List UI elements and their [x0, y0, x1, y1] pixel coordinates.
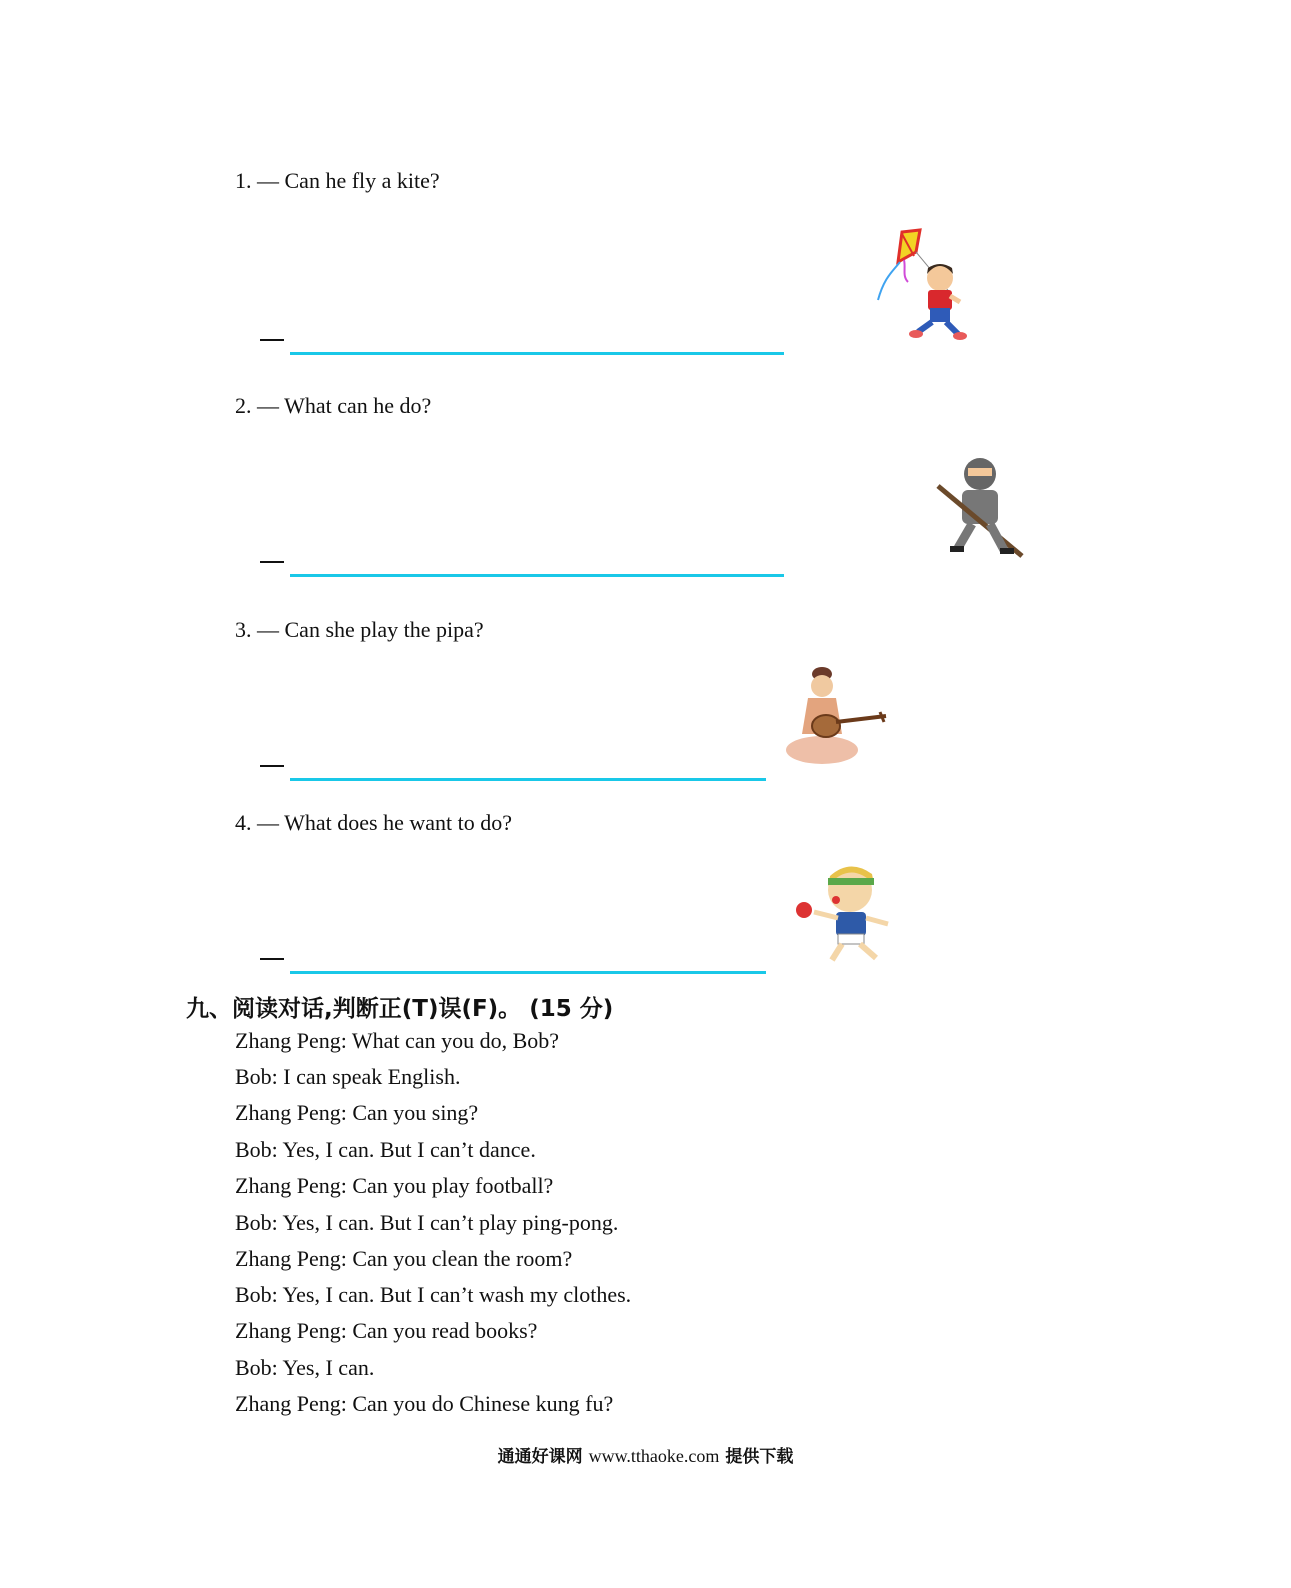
dialogue-line: Bob: I can speak English. [235, 1064, 461, 1089]
question-4-prompt: — What does he want to do? [257, 810, 512, 835]
dialogue-line: Zhang Peng: Can you clean the room? [235, 1246, 573, 1271]
answer-2-line[interactable] [290, 574, 784, 577]
section-title: 九、阅读对话,判断正(T)误(F)。 (15 分) [186, 996, 614, 1022]
footer-site-name: 通通好课网 [497, 1447, 583, 1467]
dialogue-line: Bob: Yes, I can. But I can’t wash my clothes. [235, 1282, 632, 1307]
question-1-prompt: — Can he fly a kite? [257, 168, 440, 193]
footer-url[interactable]: www.tthaoke.com [588, 1446, 720, 1466]
question-3-prompt: — Can she play the pipa? [257, 617, 484, 642]
dialogue-line: Bob: Yes, I can. [235, 1355, 375, 1380]
question-3 [235, 616, 484, 644]
question-4-number: 4. [235, 810, 252, 835]
question-1-number: 1. [235, 168, 252, 193]
footer-suffix: 提供下载 [725, 1447, 794, 1467]
dialogue-line: Zhang Peng: Can you sing? [235, 1100, 479, 1125]
answer-4-dash [260, 958, 284, 960]
answer-3-line[interactable] [290, 778, 766, 781]
answer-2-dash [260, 561, 284, 563]
kung-fu-ninja-icon [932, 452, 1028, 568]
dialogue-line: Zhang Peng: Can you play football? [235, 1173, 554, 1198]
answer-3-dash [260, 765, 284, 767]
boy-flying-kite-icon [872, 228, 972, 344]
question-2-prompt: — What can he do? [257, 393, 432, 418]
dialogue-line: Bob: Yes, I can. But I can’t play ping-pong. [235, 1210, 619, 1235]
question-1 [235, 167, 440, 195]
answer-1-line[interactable] [290, 352, 784, 355]
footer [0, 1442, 1291, 1467]
question-4 [235, 809, 512, 837]
dialogue-line: Zhang Peng: Can you do Chinese kung fu? [235, 1391, 614, 1416]
question-3-number: 3. [235, 617, 252, 642]
boy-playing-ping-pong-icon [792, 860, 902, 966]
question-2 [235, 392, 431, 420]
question-2-number: 2. [235, 393, 252, 418]
dialogue-line: Zhang Peng: What can you do, Bob? [235, 1028, 560, 1053]
girl-playing-pipa-icon [784, 664, 890, 770]
answer-1-dash [260, 339, 284, 341]
dialogue-line: Bob: Yes, I can. But I can’t dance. [235, 1137, 536, 1162]
answer-4-line[interactable] [290, 971, 766, 974]
dialogue-line: Zhang Peng: Can you read books? [235, 1318, 538, 1343]
